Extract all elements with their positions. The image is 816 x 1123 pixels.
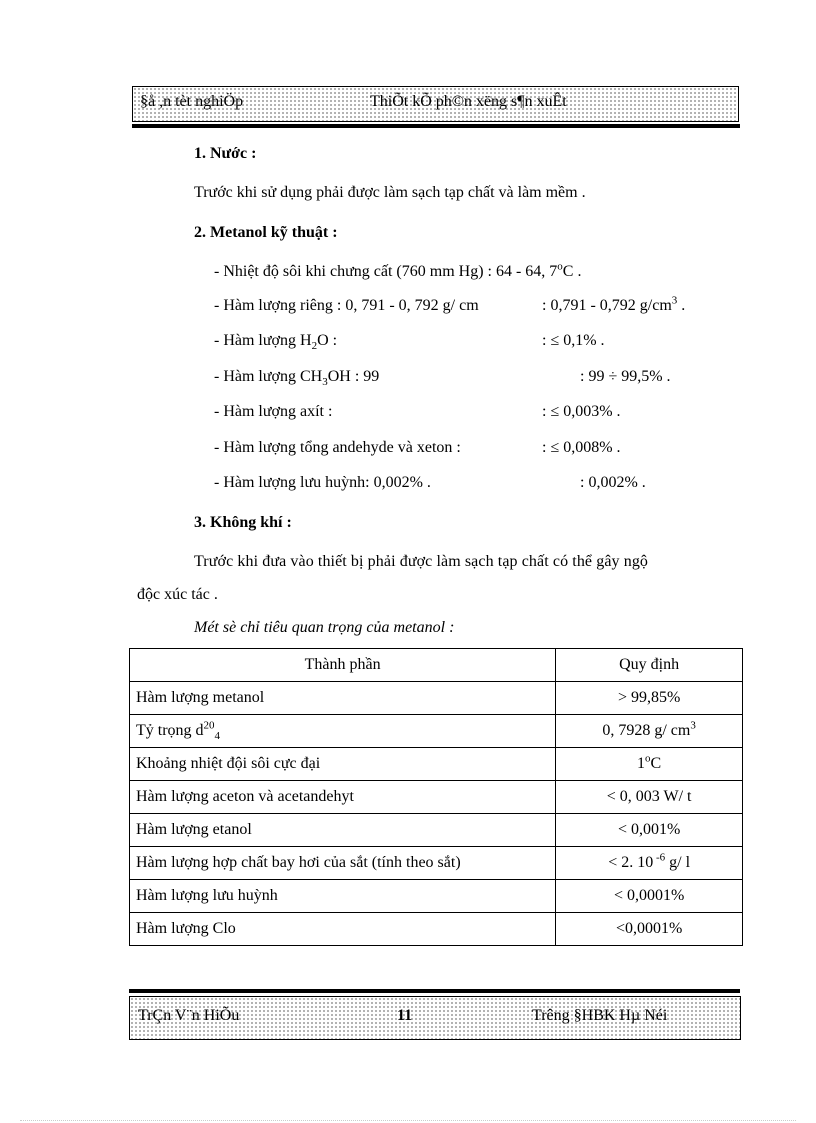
section-1-text: Trước khi sử dụng phải được làm sạch tạp chất và làm mềm . xyxy=(194,184,586,201)
table-row xyxy=(130,748,743,781)
section-2-title: 2. Metanol kỹ thuật : xyxy=(194,224,338,241)
row-value: 0, 7928 g/ $cm^3$ xyxy=(556,715,743,748)
footer-author: TrÇn V¨n HiÕu xyxy=(138,1007,240,1024)
row-name: Hàm lượng metanol xyxy=(130,682,556,715)
row-value: <0,0001% xyxy=(556,913,743,946)
footer-rule xyxy=(129,989,740,993)
col-header-requirement: Quy định xyxy=(556,649,743,682)
table-row xyxy=(130,682,743,715)
row-name: Khoảng nhiệt đội sôi cực đại xyxy=(130,748,556,781)
spec-aldehyde-value: : ≤ 0,008% . xyxy=(542,439,621,456)
col-header-component: Thành phần xyxy=(130,649,556,682)
row-name: Tỷ trọng $d^{20}_4$ xyxy=(130,715,556,748)
table-row xyxy=(130,913,743,946)
page-number: 11 xyxy=(397,1007,413,1024)
spec-water-value: : ≤ 0,1% . xyxy=(542,332,605,349)
table-header-row xyxy=(130,649,743,682)
row-value: < 0,001% xyxy=(556,814,743,847)
table-row xyxy=(130,715,743,748)
metanol-spec-table xyxy=(129,648,743,946)
row-value: < 2. 10 $^{-6}$ g/ l xyxy=(556,847,743,880)
spec-boiling: - Nhiệt độ sôi khi chưng cất (760 mm Hg) : 64 - 64, 7$^o$C . xyxy=(214,260,582,280)
spec-density-value: : 0,791 - 0,792 $g/cm^3$ . xyxy=(542,294,686,314)
spec-sulfur-label: - Hàm lượng lưu huỳnh: 0,002% . xyxy=(214,474,431,491)
header-rule xyxy=(132,124,740,128)
row-value: > 99,85% xyxy=(556,682,743,715)
spec-density-label: - Hàm lượng riêng : 0, 791 - 0, 792 g/ cm xyxy=(214,297,479,314)
row-name: Hàm lượng hợp chất bay hơi của sắt (tính theo sắt) xyxy=(130,847,556,880)
row-name: Hàm lượng lưu huỳnh xyxy=(130,880,556,913)
section-1-title: 1. Nước : xyxy=(194,145,257,162)
section-3-text-line-2: độc xúc tác . xyxy=(137,586,218,603)
section-3-title: 3. Không khí : xyxy=(194,514,292,531)
table-caption: Mét sè chỉ tiêu quan trọng của metanol : xyxy=(194,619,455,636)
footer-school: Trêng §HBK Hµ Néi xyxy=(532,1007,668,1024)
section-3-text-line-1: Trước khi đưa vào thiết bị phải được làm sạch tạp chất có thể gây ngộ xyxy=(194,553,649,570)
table-row xyxy=(130,880,743,913)
spec-methanol-label: - Hàm lượng $CH_3OH$ : 99 xyxy=(214,368,380,389)
spec-methanol-value: : 99 ÷ 99,5% . xyxy=(580,368,671,385)
header-center-text: ThiÕt kÕ ph©n xëng s¶n xuÊt xyxy=(370,93,567,110)
table-row xyxy=(130,814,743,847)
spec-acid-label: - Hàm lượng axít : xyxy=(214,403,333,420)
row-name: Hàm lượng Clo xyxy=(130,913,556,946)
spec-acid-value: : ≤ 0,003% . xyxy=(542,403,621,420)
table-row xyxy=(130,847,743,880)
header-left-text: §å ,n tèt nghiÖp xyxy=(140,93,244,110)
spec-aldehyde-label: - Hàm lượng tổng andehyde và xeton : xyxy=(214,439,461,456)
page-bottom-divider xyxy=(20,1120,796,1122)
row-name: Hàm lượng aceton và acetandehyt xyxy=(130,781,556,814)
row-value: < 0,0001% xyxy=(556,880,743,913)
row-value: < 0, 003 W/ t xyxy=(556,781,743,814)
spec-sulfur-value: : 0,002% . xyxy=(580,474,646,491)
row-value: 1$^o$C xyxy=(556,748,743,781)
spec-water-label: - Hàm lượng $H_2O$ : xyxy=(214,332,338,353)
row-name: Hàm lượng etanol xyxy=(130,814,556,847)
table-row xyxy=(130,781,743,814)
